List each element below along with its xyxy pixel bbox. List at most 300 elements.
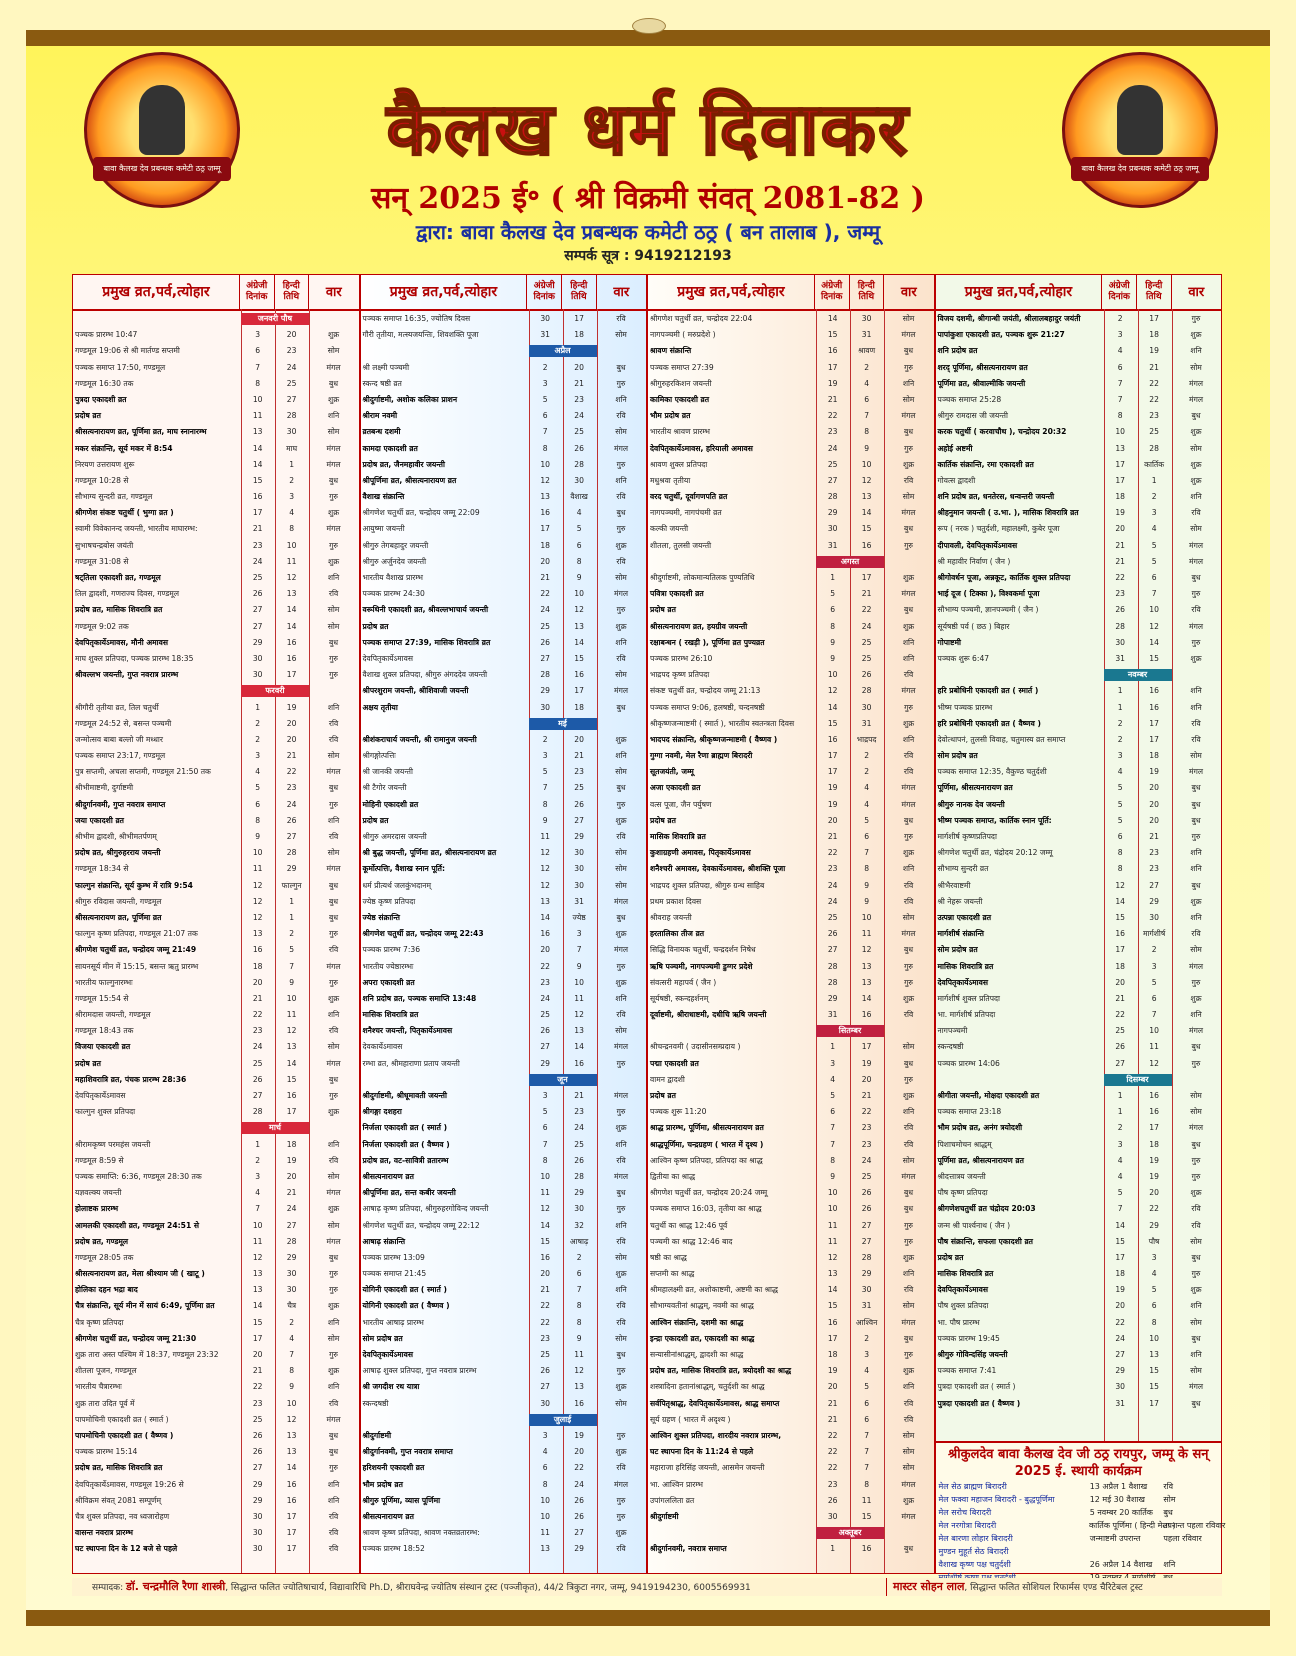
weekday-cell: बुध bbox=[904, 427, 914, 437]
festival-cell: प्रदोष व्रत bbox=[362, 621, 389, 631]
table-row bbox=[648, 1185, 934, 1201]
tithi-cell: 21 bbox=[574, 751, 584, 761]
date-cell: 14 bbox=[1115, 896, 1125, 906]
weekday-cell: सोम bbox=[327, 427, 340, 437]
program-event: मुण्डन मुहूर्त सेठ बिरादरी bbox=[938, 1547, 1009, 1556]
weekday-cell: गुरु bbox=[1191, 977, 1201, 987]
weekday-cell: शनि bbox=[902, 864, 915, 874]
tithi-cell: 21 bbox=[861, 1091, 872, 1100]
weekday-cell: बुध bbox=[616, 1350, 626, 1359]
festival-cell: मार्गशीर्ष संक्रान्ति bbox=[937, 929, 985, 939]
date-cell: 31 bbox=[1115, 1398, 1125, 1408]
festival-cell: गण्डमूल 18:43 तक bbox=[75, 1026, 134, 1036]
weekday-cell: सोम bbox=[615, 573, 627, 582]
weekday-cell: गुरु bbox=[616, 1107, 626, 1117]
table-row bbox=[73, 424, 359, 440]
table-row bbox=[361, 780, 647, 796]
weekday-cell: रवि bbox=[328, 832, 339, 841]
tithi-cell: 16 bbox=[286, 1479, 297, 1489]
festival-cell: पञ्चक समाप्त 23:17, गण्डमूल bbox=[75, 751, 166, 761]
tithi-cell: 4 bbox=[864, 799, 870, 809]
festival-cell: भारतीय ज्येष्ठारम्भः bbox=[362, 961, 414, 971]
weekday-cell: शुक्र bbox=[1190, 1285, 1202, 1295]
festival-cell: पञ्चक समाप्त 23:18 bbox=[937, 1107, 1002, 1117]
date-cell: 2 bbox=[255, 734, 261, 744]
weekday-cell: शनि bbox=[1190, 864, 1202, 874]
tithi-cell: 17 bbox=[286, 670, 297, 680]
festival-cell: श्रीपूर्णिमा व्रत, श्रीसत्यनारायण व्रत bbox=[362, 475, 457, 485]
column-header bbox=[936, 275, 1222, 311]
festival-cell: पञ्चक प्रारम्भ 7:36 bbox=[362, 945, 421, 955]
date-cell: 19 bbox=[827, 378, 838, 388]
weekday-cell: बुध bbox=[329, 378, 339, 388]
program-date: कार्तिक पूर्णिमा ( हिन्दी मेला ) bbox=[1089, 1521, 1176, 1530]
weekday-cell: रवि bbox=[1191, 718, 1201, 728]
weekday-cell: बुध bbox=[329, 1447, 339, 1457]
tithi-cell: 9 bbox=[289, 977, 295, 987]
weekday-cell: गुरु bbox=[904, 961, 913, 971]
tithi-cell: 28 bbox=[286, 848, 297, 858]
logo-banner: बावा कैलख देव प्रबन्धक कमेटी ठठ्र जम्मू bbox=[93, 157, 231, 181]
tithi-cell: 2 bbox=[576, 1252, 582, 1262]
weekday-cell: रवि bbox=[1191, 929, 1201, 939]
weekday-cell: रवि bbox=[1191, 1220, 1201, 1230]
header-hindi-tithi: हिन्दी तिथि bbox=[275, 275, 310, 309]
date-cell: 21 bbox=[827, 1414, 838, 1424]
weekday-cell: बुध bbox=[904, 1544, 914, 1554]
tithi-cell: 25 bbox=[861, 637, 872, 647]
tithi-cell: 23 bbox=[286, 783, 297, 793]
table-row bbox=[648, 1266, 934, 1282]
editor-desc: , सिद्धान्त फलित ज्योतिषाचार्य, विद्यावारिधि Ph.D, श्रीराघवेन्द्र ज्योतिष संस्थान ट्रस्ट (पञ्जीकृत), 44/2 त्रिकुटा नगर, जम्मू, 9419194230, 6005569931 bbox=[225, 1583, 751, 1593]
tithi-cell: 9 bbox=[576, 1333, 582, 1343]
weekday-cell: मंगल bbox=[901, 589, 916, 599]
festival-cell: पवित्रा एकादशी व्रत bbox=[650, 589, 704, 599]
tithi-cell: 5 bbox=[1151, 540, 1157, 550]
weekday-cell: मंगल bbox=[901, 1317, 916, 1327]
table-row bbox=[73, 894, 359, 910]
festival-cell: कुशाग्रहणी अमावस, पितृकार्येऽमावस bbox=[650, 848, 751, 858]
festival-cell: कामदा एकादशी व्रत bbox=[362, 443, 418, 453]
date-cell: 24 bbox=[827, 880, 838, 890]
weekday-cell: बुध bbox=[329, 896, 339, 906]
weekday-cell: बुध bbox=[329, 880, 339, 890]
weekday-cell: रवि bbox=[616, 1317, 626, 1327]
festival-cell: अपरा एकादशी व्रत bbox=[362, 977, 415, 987]
table-row bbox=[73, 538, 359, 554]
table-row bbox=[936, 424, 1222, 440]
tithi-cell: 11 bbox=[574, 1350, 584, 1359]
table-row bbox=[936, 1023, 1222, 1039]
festival-cell: श्रीमहालक्ष्मी व्रत, अशोकाष्टमी, अष्टमी का श्राद्ध bbox=[650, 1285, 778, 1295]
table-row bbox=[73, 1234, 359, 1250]
tithi-cell: 27 bbox=[286, 832, 297, 841]
date-cell: 2 bbox=[255, 1155, 261, 1165]
festival-cell: श्रावण कृष्ण प्रतिपदा, श्रावण नक्तव्रतारम्भ: bbox=[362, 1528, 480, 1538]
date-cell: 17 bbox=[827, 362, 838, 372]
weekday-cell: रवि bbox=[328, 718, 339, 728]
festival-cell: आमलकी एकादशी व्रत, गण्डमूल 24:51 से bbox=[75, 1220, 200, 1230]
festival-cell: षट्तिला एकादशी व्रत, गण्डमूल bbox=[75, 573, 161, 582]
weekday-cell: गुरु bbox=[1191, 589, 1201, 599]
date-cell: 12 bbox=[252, 896, 263, 906]
tithi-cell: 14 bbox=[286, 621, 297, 631]
weekday-cell: शुक्र bbox=[903, 1366, 915, 1376]
date-cell: 6 bbox=[1117, 362, 1123, 372]
weekday-cell: बुध bbox=[904, 945, 914, 955]
date-cell: 1 bbox=[255, 1139, 261, 1149]
festival-cell: गण्डमूल 16:30 तक bbox=[75, 378, 134, 388]
date-cell: 10 bbox=[827, 670, 838, 680]
tithi-cell: 13 bbox=[286, 1447, 297, 1457]
date-cell: 5 bbox=[542, 394, 548, 404]
festival-cell: चैत्र संक्रान्ति, सूर्य मीन में सायं 6:49, पूर्णिमा व्रत bbox=[75, 1301, 215, 1311]
weekday-cell: मंगल bbox=[1189, 540, 1204, 550]
month-label: जून bbox=[529, 1074, 597, 1086]
table-row bbox=[648, 1088, 934, 1104]
tithi-cell: 7 bbox=[1151, 589, 1157, 599]
table-row bbox=[361, 910, 647, 926]
festival-cell: श्रीसत्यनारायण व्रत, मेला श्रीश्याम जी ( खाटू ) bbox=[75, 1269, 205, 1279]
program-day: पहला रविवार bbox=[1163, 1534, 1202, 1543]
tithi-cell: 20 bbox=[574, 734, 584, 744]
tithi-cell: 20 bbox=[574, 362, 584, 372]
date-cell: 19 bbox=[827, 783, 838, 793]
tithi-cell: 1 bbox=[289, 912, 295, 922]
festival-cell: श्रीदुर्गाष्टमी, अशोक कलिका प्राशन bbox=[362, 394, 458, 404]
date-cell: 7 bbox=[542, 427, 548, 437]
editor-name: डॉ. चन्द्रमौलि रैणा शास्त्री bbox=[126, 1580, 226, 1593]
date-cell: 26 bbox=[1115, 605, 1125, 615]
weekday-cell: मंगल bbox=[1189, 961, 1204, 971]
date-cell: 6 bbox=[830, 605, 836, 615]
weekday-cell: शनि bbox=[615, 637, 627, 647]
tithi-cell: 15 bbox=[286, 1074, 297, 1084]
weekday-cell: गुरु bbox=[616, 1495, 626, 1505]
festival-cell: पञ्चक समाप्ति: 6:36, गण्डमूल 28:30 तक bbox=[75, 1171, 202, 1181]
table-row bbox=[936, 894, 1222, 910]
festival-cell: प्रदोष व्रत bbox=[362, 815, 389, 825]
date-cell: 4 bbox=[1117, 1155, 1123, 1165]
weekday-cell: शुक्र bbox=[615, 734, 627, 744]
table-row bbox=[936, 538, 1222, 554]
column-header bbox=[648, 275, 934, 311]
weekday-cell: शुक्र bbox=[1190, 459, 1202, 469]
table-row bbox=[73, 1412, 359, 1428]
date-cell: 13 bbox=[252, 427, 263, 437]
tithi-cell: 12 bbox=[286, 573, 297, 582]
tithi-cell: 4 bbox=[864, 1366, 870, 1376]
month-marker bbox=[648, 554, 934, 570]
tithi-cell: 21 bbox=[1149, 362, 1159, 372]
editor-label: सम्पादक: bbox=[92, 1583, 124, 1593]
festival-cell: प्रदोष व्रत, जैनमहावीर जयन्ती bbox=[362, 459, 445, 469]
date-cell: 29 bbox=[252, 637, 263, 647]
table-row bbox=[73, 360, 359, 376]
weekday-cell: सोम bbox=[327, 751, 340, 761]
weekday-cell: मंगल bbox=[1189, 621, 1204, 631]
festival-cell: पञ्चक शुरू 6:47 bbox=[937, 653, 990, 663]
tithi-cell: 5 bbox=[289, 945, 295, 955]
table-row bbox=[361, 861, 647, 877]
date-cell: 9 bbox=[830, 653, 836, 663]
date-cell: 28 bbox=[540, 670, 550, 680]
weekday-cell: रवि bbox=[616, 492, 626, 502]
weekday-cell: शनि bbox=[327, 1495, 340, 1505]
weekday-cell: मंगल bbox=[901, 1479, 916, 1489]
festival-cell: ऋषि पञ्चमी, नागपञ्चमी डुग्गर प्रदेशे bbox=[650, 961, 753, 971]
table-row bbox=[73, 651, 359, 667]
table-row bbox=[73, 1396, 359, 1412]
table-row bbox=[936, 408, 1222, 424]
festival-cell: श्रीगणेश चतुर्थी व्रत, चंद्रोदय 20:12 जम्मू bbox=[937, 848, 1053, 858]
festival-cell: आश्विन संक्रान्ति, दशमी का श्राद्ध bbox=[650, 1317, 744, 1327]
weekday-cell: शुक्र bbox=[615, 1447, 627, 1457]
date-cell: 23 bbox=[827, 1479, 838, 1489]
festival-cell: हरि प्रबोधिनी एकादशी व्रत ( वैष्णव ) bbox=[937, 718, 1041, 728]
festival-cell: निर्जला एकादशी व्रत ( स्मार्त ) bbox=[362, 1123, 448, 1133]
tithi-cell: 20 bbox=[1149, 1188, 1159, 1198]
table-row bbox=[361, 1282, 647, 1298]
tithi-cell: 17 bbox=[861, 573, 872, 582]
tithi-cell: 10 bbox=[286, 1398, 297, 1408]
date-cell: 6 bbox=[830, 1107, 836, 1117]
tithi-cell: 5 bbox=[576, 524, 582, 534]
date-cell: 3 bbox=[1117, 1139, 1123, 1149]
date-cell: 2 bbox=[542, 734, 548, 744]
festival-cell: श्रीगीता जयन्ती, मोक्षदा एकादशी व्रत bbox=[937, 1091, 1040, 1100]
tithi-cell: 2 bbox=[864, 767, 870, 777]
tithi-cell: 12 bbox=[574, 1366, 584, 1376]
date-cell: 22 bbox=[1115, 1010, 1125, 1020]
date-cell: 11 bbox=[540, 832, 550, 841]
date-cell: 6 bbox=[542, 1463, 548, 1473]
table-row bbox=[936, 1056, 1222, 1072]
tithi-cell: 20 bbox=[286, 734, 297, 744]
weekday-cell: शनि bbox=[615, 1220, 627, 1230]
weekday-cell: शनि bbox=[1190, 1301, 1202, 1311]
festival-cell: देवपितृकार्येऽमावस bbox=[362, 1350, 413, 1359]
weekday-cell: सोम bbox=[1190, 443, 1202, 453]
tithi-cell: 28 bbox=[861, 686, 872, 696]
tithi-cell: 12 bbox=[286, 1026, 297, 1036]
date-cell: 5 bbox=[1117, 1188, 1123, 1198]
festival-cell: पुत्रदा एकादशी व्रत ( स्मार्त ) bbox=[937, 1382, 1016, 1392]
festival-cell: मासिक शिवरात्रि व्रत bbox=[650, 832, 706, 841]
tithi-cell: 27 bbox=[574, 1528, 584, 1538]
festival-cell: श्रीगुरु अमरदास जयन्ती bbox=[362, 832, 427, 841]
festival-cell: भादपद संक्रान्ति, श्रीकृष्णजन्माष्टमी ( वैष्णव ) bbox=[650, 734, 778, 744]
date-cell: 23 bbox=[252, 540, 263, 550]
tithi-cell: 27 bbox=[286, 394, 297, 404]
tithi-cell: 30 bbox=[861, 1285, 872, 1295]
date-cell: 22 bbox=[540, 589, 550, 599]
weekday-cell: गुरु bbox=[1191, 1058, 1201, 1068]
table-row bbox=[73, 829, 359, 845]
tithi-cell: 31 bbox=[861, 330, 872, 340]
tithi-cell: 23 bbox=[1149, 411, 1159, 421]
program-date bbox=[1090, 1545, 1164, 1558]
date-cell: 14 bbox=[540, 912, 550, 922]
festival-cell: जन्मोत्सव बाबा बल्लो जी मध्धार bbox=[75, 734, 163, 744]
festival-cell: श्रीदुर्गानवमी, गुप्त नवरात्र समाप्त bbox=[75, 799, 166, 809]
weekday-cell: बुध bbox=[616, 508, 626, 518]
tithi-cell: 7 bbox=[864, 1430, 870, 1440]
festival-cell: प्रदोष व्रत, श्रीगुरुहरराय जयन्ती bbox=[75, 848, 161, 858]
table-row bbox=[73, 505, 359, 521]
weekday-cell: गुरु bbox=[1191, 637, 1201, 647]
date-cell: 10 bbox=[540, 459, 550, 469]
date-cell: 1 bbox=[1117, 686, 1123, 696]
table-row bbox=[361, 635, 647, 651]
tithi-cell: 8 bbox=[289, 1366, 295, 1376]
weekday-cell: बुध bbox=[1191, 799, 1201, 809]
festival-cell: भीष्म पञ्चक प्रारम्भ bbox=[937, 702, 993, 712]
table-row bbox=[361, 1104, 647, 1120]
date-cell: 13 bbox=[1115, 443, 1125, 453]
weekday-cell: गुरु bbox=[904, 1074, 913, 1084]
tithi-cell: 15 bbox=[861, 524, 872, 534]
date-cell: 20 bbox=[252, 1350, 263, 1359]
date-cell: 3 bbox=[542, 1091, 548, 1100]
tithi-cell: 17 bbox=[1149, 734, 1159, 744]
table-row bbox=[73, 376, 359, 392]
date-cell: 10 bbox=[252, 848, 263, 858]
weekday-cell: शनि bbox=[327, 411, 340, 421]
table-row bbox=[648, 327, 934, 343]
tithi-cell: 10 bbox=[1149, 1333, 1159, 1343]
table-row bbox=[936, 1379, 1222, 1395]
date-cell: 10 bbox=[540, 1171, 550, 1181]
weekday-cell: सोम bbox=[615, 670, 627, 680]
weekday-cell: मंगल bbox=[326, 1236, 341, 1246]
table-row bbox=[73, 473, 359, 489]
table-row bbox=[936, 570, 1222, 586]
weekday-cell: मंगल bbox=[901, 508, 916, 518]
weekday-cell: गुरु bbox=[329, 670, 338, 680]
tithi-cell: 27 bbox=[574, 815, 584, 825]
program-event: मेल सरोच बिरादरी bbox=[938, 1508, 992, 1517]
table-row bbox=[361, 1201, 647, 1217]
weekday-cell: गुरु bbox=[904, 540, 913, 550]
festival-cell: हरतालिका तीज व्रत bbox=[650, 929, 705, 939]
table-row bbox=[361, 327, 647, 343]
table-row bbox=[936, 635, 1222, 651]
weekday-cell: रवि bbox=[328, 1528, 339, 1538]
tithi-cell: 5 bbox=[1151, 1285, 1157, 1295]
weekday-cell: शुक्र bbox=[615, 540, 627, 550]
table-row bbox=[936, 764, 1222, 780]
date-cell: 22 bbox=[540, 1301, 550, 1311]
tithi-cell: 28 bbox=[574, 1171, 584, 1181]
date-cell: 27 bbox=[540, 1382, 550, 1392]
table-row bbox=[361, 1509, 647, 1525]
footer bbox=[72, 1578, 1222, 1596]
weekday-cell: गुरु bbox=[329, 929, 338, 939]
table-row bbox=[361, 392, 647, 408]
table-row bbox=[936, 975, 1222, 991]
tithi-cell: 10 bbox=[574, 977, 584, 987]
tithi-cell: आश्विन bbox=[855, 1317, 878, 1327]
festival-cell: आश्विन शुक्ल प्रतिपदा, शारदीय नवरात्र प्रारम्भ, bbox=[650, 1430, 782, 1440]
table-row bbox=[648, 683, 934, 699]
festival-cell: स्वामी विवेकानन्द जयन्ती, भारतीय माघारम्भ: bbox=[75, 524, 198, 534]
weekday-cell: शनि bbox=[327, 702, 340, 712]
date-cell: 21 bbox=[252, 993, 263, 1003]
tithi-cell: 6 bbox=[864, 832, 870, 841]
weekday-cell: सोम bbox=[902, 1042, 915, 1052]
date-cell: 26 bbox=[252, 589, 263, 599]
tithi-cell: 30 bbox=[286, 1285, 297, 1295]
tithi-cell: 12 bbox=[861, 475, 872, 485]
table-row bbox=[361, 1315, 647, 1331]
table-row bbox=[73, 878, 359, 894]
festival-cell: पुत्र सप्तमी, अचला सप्तमी, गण्डमूल 21:50 तक bbox=[75, 767, 211, 777]
weekday-cell: रवि bbox=[616, 1010, 626, 1020]
date-cell: 21 bbox=[1115, 993, 1125, 1003]
date-cell: 5 bbox=[830, 1091, 836, 1100]
table-row bbox=[648, 829, 934, 845]
festival-cell: शुक्र तारा अस्त पश्चिम में 18:37, गण्डमूल 23:32 bbox=[75, 1350, 219, 1359]
table-row bbox=[648, 780, 934, 796]
table-row bbox=[361, 1363, 647, 1379]
weekday-cell: रवि bbox=[903, 1285, 914, 1295]
weekday-cell: सोम bbox=[615, 767, 627, 777]
tithi-cell: 3 bbox=[1151, 508, 1157, 518]
program-list bbox=[936, 1480, 1226, 1584]
tithi-cell: 28 bbox=[574, 459, 584, 469]
weekday-cell: रवि bbox=[616, 1301, 626, 1311]
weekday-cell: बुध bbox=[329, 1252, 339, 1262]
tithi-cell: 27 bbox=[1149, 880, 1159, 890]
festival-cell: सूर्यषष्ठी, स्कन्दहर्शनम् bbox=[650, 993, 709, 1003]
table-row bbox=[648, 1282, 934, 1298]
column-divider bbox=[275, 309, 276, 1573]
column-divider bbox=[816, 309, 817, 1573]
table-row bbox=[648, 521, 934, 537]
tithi-cell: 11 bbox=[286, 1010, 297, 1020]
program-day bbox=[1163, 1545, 1221, 1558]
tithi-cell: 14 bbox=[861, 508, 872, 518]
table-row bbox=[648, 959, 934, 975]
festival-cell: श्रीसत्यनारायण व्रत bbox=[362, 1511, 414, 1521]
table-row bbox=[936, 910, 1222, 926]
program-row bbox=[936, 1506, 1222, 1519]
table-row bbox=[936, 1104, 1222, 1120]
tithi-cell: 16 bbox=[574, 1398, 584, 1408]
weekday-cell: मंगल bbox=[1189, 1026, 1204, 1036]
date-cell: 11 bbox=[252, 411, 263, 421]
tithi-cell: 20 bbox=[1149, 815, 1159, 825]
table-row bbox=[936, 1039, 1222, 1055]
date-cell: 17 bbox=[1115, 1252, 1125, 1262]
date-cell: 14 bbox=[827, 702, 838, 712]
weekday-cell: गुरु bbox=[1191, 314, 1201, 323]
festival-cell: गण्डमूल 28:05 तक bbox=[75, 1252, 134, 1262]
weekday-cell: शनि bbox=[327, 1479, 340, 1489]
table-row bbox=[361, 700, 647, 716]
date-cell: 22 bbox=[827, 1447, 838, 1457]
table-row bbox=[73, 1201, 359, 1217]
date-cell: 21 bbox=[1115, 556, 1125, 566]
date-cell: 17 bbox=[252, 1333, 263, 1343]
table-row bbox=[73, 910, 359, 926]
tithi-cell: 18 bbox=[574, 330, 584, 340]
tithi-cell: 5 bbox=[864, 815, 870, 825]
weekday-cell: रवि bbox=[903, 896, 914, 906]
date-cell: 12 bbox=[1115, 880, 1125, 890]
date-cell: 15 bbox=[827, 1301, 838, 1311]
